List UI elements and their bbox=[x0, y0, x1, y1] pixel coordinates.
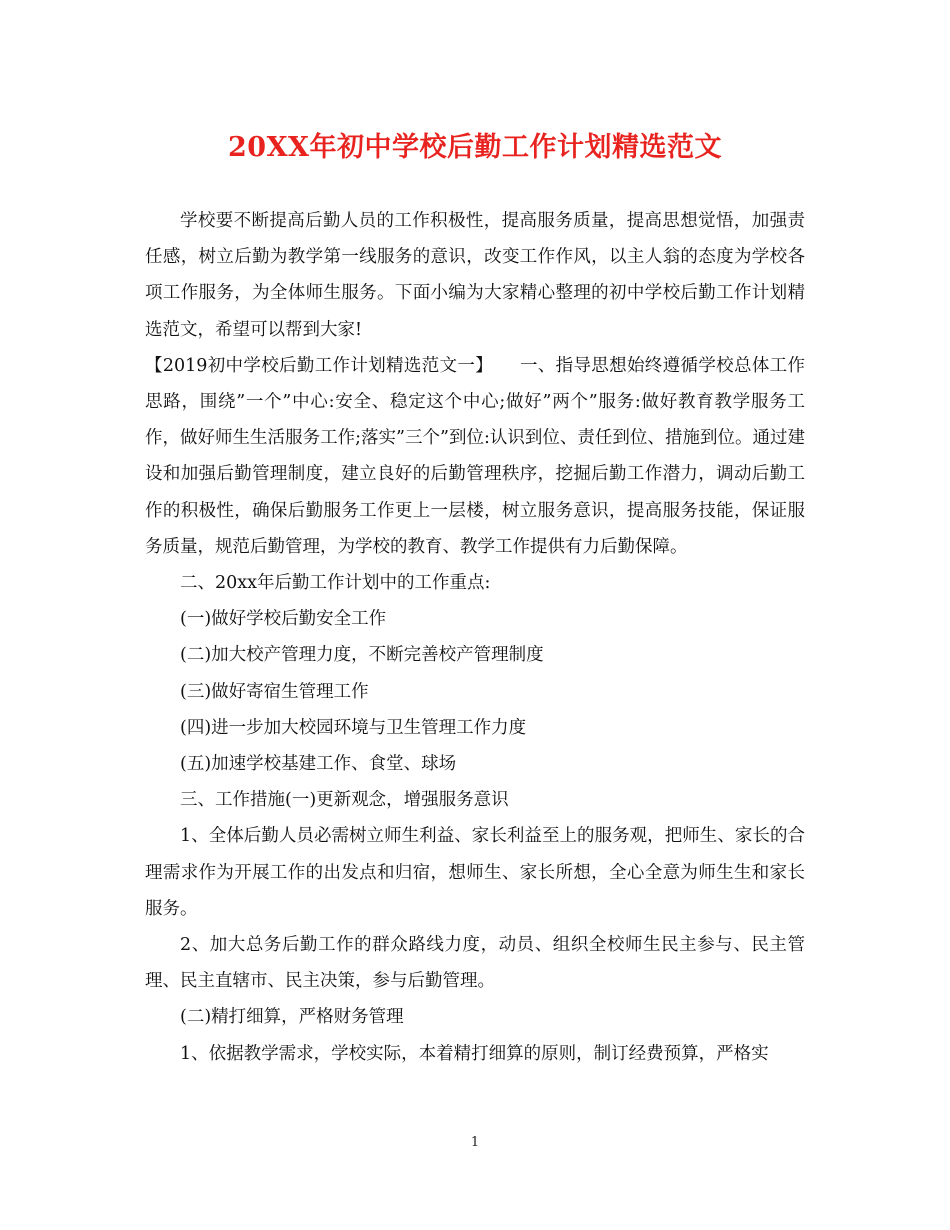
paragraph-measure-1: 1、全体后勤人员必需树立师生利益、家长利益至上的服务观，把师生、家长的合理需求作为开展工作的出发点和归宿，想师生、家长所想，全心全意为师生生和家长服务。 bbox=[145, 826, 805, 919]
list-item: (三)做好寄宿生管理工作 bbox=[180, 681, 369, 702]
paragraph-key-tasks-heading: 二、20xx年后勤工作计划中的工作重点: bbox=[180, 573, 491, 594]
paragraph-measures-heading: 三、工作措施(一)更新观念，增强服务意识 bbox=[180, 790, 509, 811]
list-item: (一)做好学校后勤安全工作 bbox=[180, 609, 387, 630]
list-item: (五)加速学校基建工作、食堂、球场 bbox=[180, 754, 457, 775]
paragraph-measure-2: 2、加大总务后勤工作的群众路线力度，动员、组织全校师生民主参与、民主管理、民主直辖市、民主决策，参与后勤管理。 bbox=[145, 935, 805, 992]
paragraph-finance-1: 1、依据教学需求，学校实际，本着精打细算的原则，制订经费预算，严格实 bbox=[180, 1043, 769, 1064]
document-body bbox=[145, 203, 805, 1072]
paragraph-guiding-thought: 【2019初中学校后勤工作计划精选范文一】 一、指导思想始终遵循学校总体工作思路，围绕”一个”中心:安全、稳定这个中心;做好”两个”服务:做好教育教学服务工作，做好师生生活服务工作;落实”三个”到位:认识到位、责任到位、措施到位。通过建设和加强后勤管理制度，建立良好的后勤管理秩序，挖掘后勤工作潜力，调动后勤工作的积极性，确保后勤服务工作更上一层楼，树立服务意识，提高服务技能，保证服务质量，规范后勤管理，为学校的教育、教学工作提供有力后勤保障。 bbox=[145, 355, 805, 557]
paragraph-intro: 学校要不断提高后勤人员的工作积极性，提高服务质量，提高思想觉悟，加强责任感，树立后勤为教学第一线服务的意识，改变工作作风，以主人翁的态度为学校各项工作服务，为全体师生服务。下面小编为大家精心整理的初中学校后勤工作计划精选范文，希望可以帮到大家! bbox=[145, 211, 805, 340]
page-number: 1 bbox=[470, 1135, 480, 1150]
list-item: (二)加大校产管理力度，不断完善校产管理制度 bbox=[180, 645, 544, 666]
document-title: 20XX年初中学校后勤工作计划精选范文 bbox=[228, 132, 722, 163]
paragraph-finance-heading: (二)精打细算，严格财务管理 bbox=[180, 1007, 404, 1028]
list-item: (四)进一步加大校园环境与卫生管理工作力度 bbox=[180, 717, 527, 738]
